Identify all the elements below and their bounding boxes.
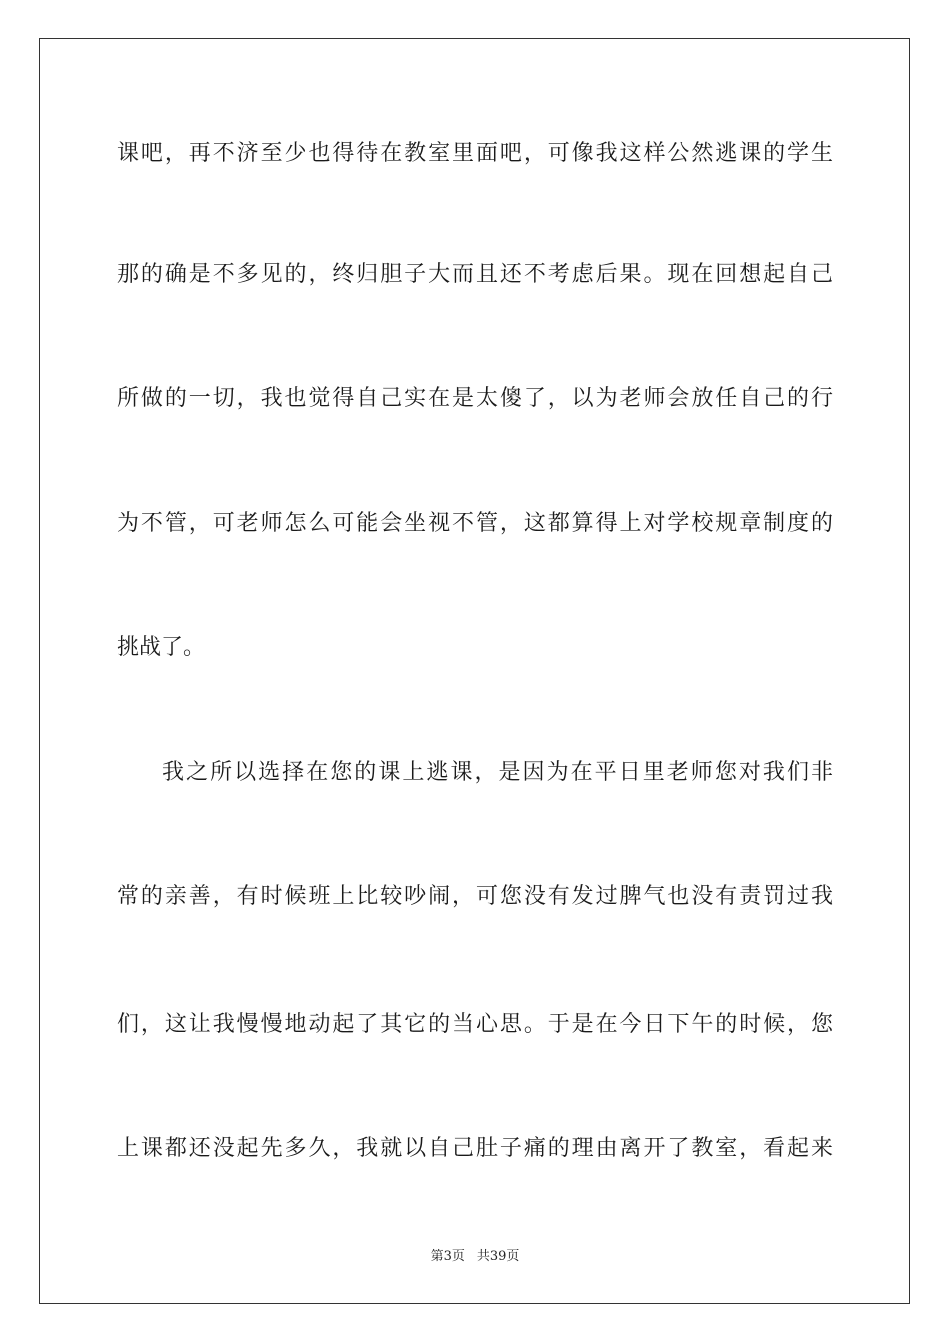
text-line: 为不管，可老师怎么可能会坐视不管，这都算得上对学校规章制度的 <box>117 511 833 536</box>
text-line: 那的确是不多见的，终归胆子大而且还不考虑后果。现在回想起自己 <box>117 262 833 287</box>
page-footer <box>0 1248 950 1266</box>
text-line: 课吧，再不济至少也得待在教室里面吧，可像我这样公然逃课的学生 <box>117 141 833 166</box>
text-line: 们，这让我慢慢地动起了其它的当心思。于是在今日下午的时候，您 <box>117 1012 833 1037</box>
page-border <box>39 38 910 1304</box>
current-page-number: 第3页 <box>430 1249 465 1264</box>
text-line: 所做的一切，我也觉得自己实在是太傻了，以为老师会放任自己的行 <box>117 386 833 411</box>
text-line: 上课都还没起先多久，我就以自己肚子痛的理由离开了教室，看起来 <box>117 1136 833 1161</box>
text-line: 挑战了。 <box>117 635 206 660</box>
paragraph-start-line: 我之所以选择在您的课上逃课，是因为在平日里老师您对我们非 <box>162 760 833 785</box>
text-line: 常的亲善，有时候班上比较吵闹，可您没有发过脾气也没有责罚过我 <box>117 884 833 909</box>
total-page-count: 共39页 <box>476 1249 520 1264</box>
